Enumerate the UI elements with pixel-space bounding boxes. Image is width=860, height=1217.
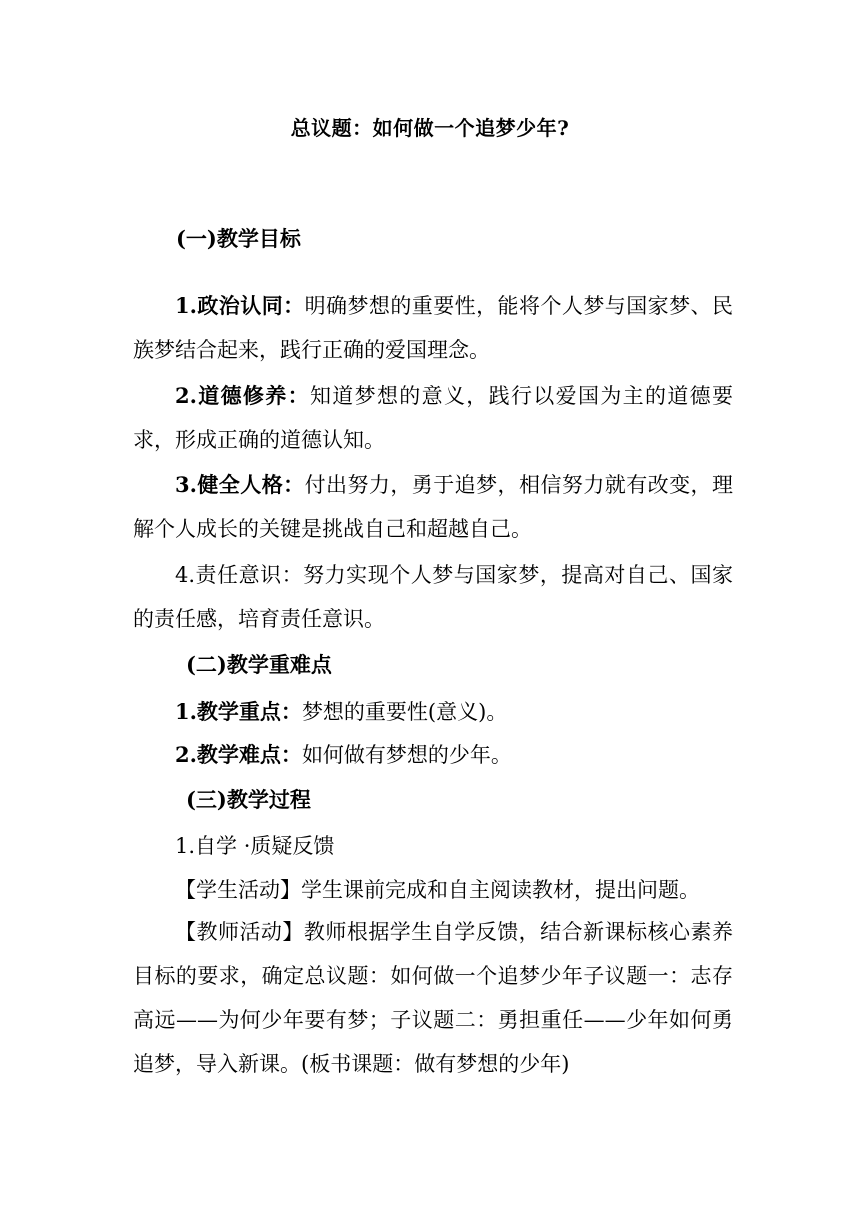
key-point-item (175, 696, 507, 726)
section-heading-key-points: (二)教学重难点 (186, 652, 332, 677)
objective-text: 明确梦想的重要性，能将个人梦与国家梦、民族梦结合起来，践行正确的爱国理念。 (133, 294, 733, 362)
process-step: 1.自学 ·质疑反馈 (175, 834, 335, 858)
section-heading-objectives: (一)教学目标 (176, 226, 301, 251)
objective-text: 4.责任意识：努力实现个人梦与国家梦，提高对自己、国家的责任感，培育责任意识。 (133, 563, 733, 631)
teacher-activity: 【教师活动】教师根据学生自学反馈，结合新课标核心素养目标的要求，确定总议题：如何做一个追梦少年子议题一：志存高远——为何少年要有梦；子议题二：勇担重任——少年如何勇追梦，导入新课。(板书课题：做有梦想的少年) (133, 920, 733, 1076)
objective-text: 知道梦想的意义，践行以爱国为主的道德要求，形成正确的道德认知。 (133, 384, 733, 452)
objective-label: 2.道德修养： (175, 383, 310, 408)
document-title: 总议题：如何做一个追梦少年? (290, 116, 570, 140)
objective-item (133, 463, 733, 551)
key-point-item (175, 739, 512, 769)
key-point-label: 1.教学重点： (175, 699, 302, 724)
student-activity: 【学生活动】学生课前完成和自主阅读教材，提出问题。 (175, 878, 700, 902)
objective-label: 1.政治认同： (175, 293, 305, 318)
objective-item (133, 553, 733, 641)
key-point-text: 如何做有梦想的少年。 (301, 743, 512, 767)
objective-text: 付出努力，勇于追梦，相信努力就有改变，理解个人成长的关键是挑战自己和超越自己。 (133, 473, 733, 541)
key-point-label: 2.教学难点： (175, 742, 302, 767)
objective-label: 3.健全人格： (175, 472, 305, 497)
objective-item (133, 374, 733, 462)
section-heading-process: (三)教学过程 (186, 787, 311, 812)
objective-item (133, 284, 733, 372)
key-point-text: 梦想的重要性(意义)。 (301, 700, 508, 724)
